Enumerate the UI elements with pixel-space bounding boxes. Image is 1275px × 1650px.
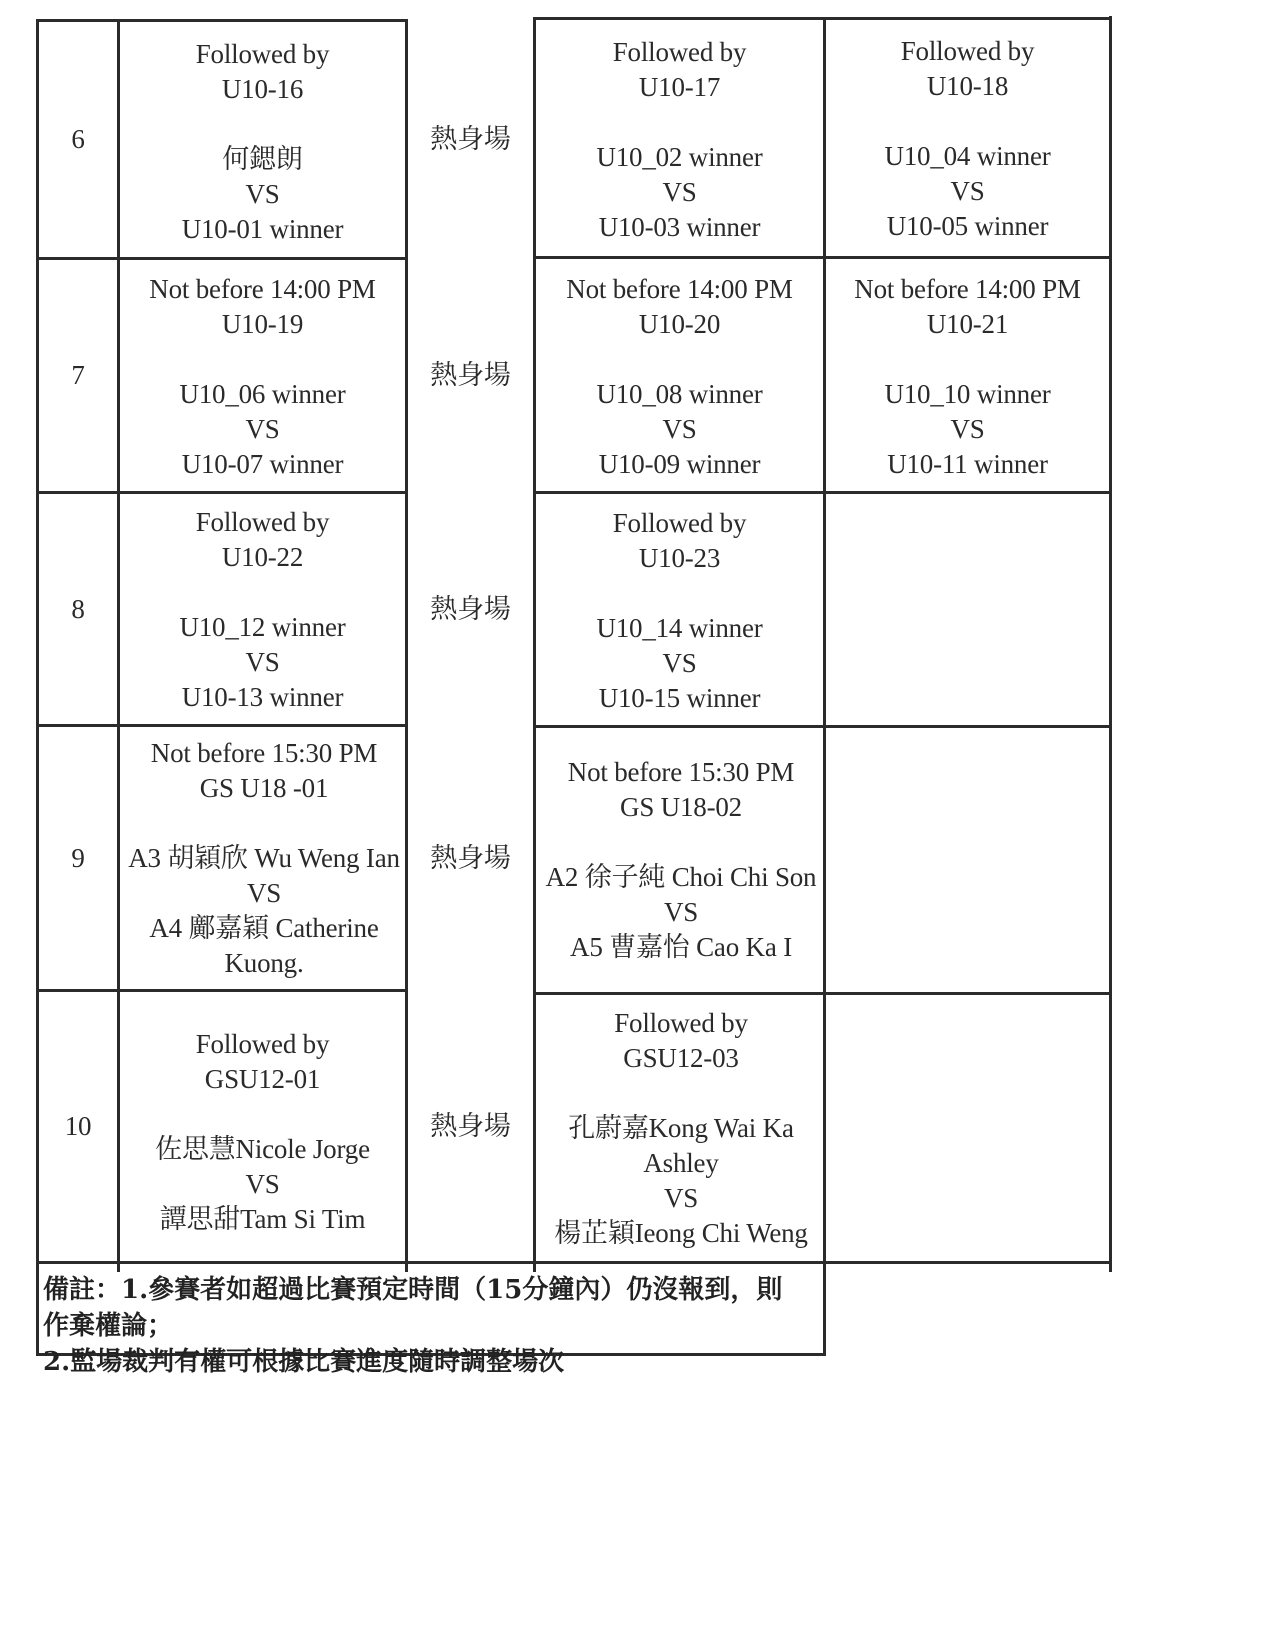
match-code: U10-20 [638,308,721,339]
court-number [39,727,117,989]
player-one: U10_04 winner [884,141,1051,171]
player-two-continued: Kuong. [224,947,304,978]
note-line-1: 備註：1.參賽者如超過比賽預定時間（15分鐘內）仍沒報到，則 [43,1275,783,1305]
match-timing: Not before 14:00 PM [149,273,376,304]
match-timing: Followed by [612,37,747,67]
court-number [39,992,117,1261]
match-timing: Followed by [612,507,747,538]
match-cell [120,262,405,491]
player-one: 孔蔚嘉Kong Wai Ka [568,1112,794,1143]
note-line-2: 作棄權論； [43,1311,174,1341]
empty-cell [826,728,1109,992]
player-two: A4 鄺嘉穎 Catherine [149,912,379,943]
warmup-text: 熱身場 [430,593,511,624]
player-two: U10-03 winner [598,212,761,242]
match-timing: Followed by [195,1028,330,1059]
border-right-outer [1109,16,1112,1272]
player-two: 譚思甜Tam Si Tim [159,1203,366,1234]
match-timing: Not before 15:30 PM [150,737,378,768]
warmup-text: 熱身場 [430,1111,511,1141]
versus: VS [245,1168,280,1199]
warmup-text: 熱身場 [430,360,511,390]
match-cell [120,1002,405,1261]
player-two: 楊芷穎Ieong Chi Weng [554,1217,808,1248]
match-code: U10-18 [926,71,1009,101]
versus: VS [662,177,697,207]
match-timing: Followed by [195,507,330,537]
match-code: U10-23 [638,542,721,573]
match-cell [536,728,826,992]
player-one-continued: Ashley [643,1147,719,1178]
player-one: A3 胡穎欣 Wu Weng Ian [128,842,400,873]
versus: VS [663,1182,699,1213]
court-number [39,494,117,724]
rule-table-bottom [36,1261,1112,1264]
versus: VS [246,877,282,908]
versus: VS [663,897,699,927]
match-code: GS U18-02 [620,792,742,822]
player-one: U10_06 winner [179,378,346,409]
match-code: U10-22 [221,542,304,572]
empty-cell [826,995,1109,1261]
match-cell [536,995,826,1261]
versus: VS [950,176,985,206]
rule-right-r6 [533,256,1112,259]
match-timing: Followed by [900,36,1035,66]
versus: VS [245,178,280,209]
player-two: U10-09 winner [598,448,761,479]
match-cell [536,496,823,725]
match-code: GSU12-03 [623,1042,739,1073]
match-cell [536,24,823,256]
match-code: GS U18 -01 [199,772,329,803]
match-cell [120,496,405,724]
player-one: U10_10 winner [884,378,1051,409]
warmup-label [408,260,533,491]
match-timing: Not before 14:00 PM [566,273,793,304]
player-one: U10_08 winner [596,378,763,409]
match-timing: Not before 14:00 PM [854,273,1081,304]
warmup-label [408,992,533,1261]
player-two: U10-01 winner [181,213,344,244]
match-cell [120,26,405,257]
player-one: U10_12 winner [179,612,346,642]
match-timing: Not before 15:30 PM [567,757,795,787]
versus: VS [662,413,697,444]
versus: VS [245,413,280,444]
versus: VS [662,647,697,678]
court-number [39,260,117,491]
warmup-label [408,494,533,724]
match-timing: Followed by [614,1007,748,1038]
court-number-text: 9 [71,842,85,873]
rule-right-top [533,17,1112,20]
warmup-label [408,727,533,989]
match-timing: Followed by [195,38,330,69]
player-two: U10-15 winner [598,682,761,713]
warmup-text: 熱身場 [430,124,511,154]
match-cell [120,727,408,989]
court-number-text: 6 [71,124,85,154]
player-two: U10-11 winner [887,448,1048,479]
match-code: U10-19 [221,308,304,339]
court-number-text: 8 [71,593,85,624]
player-two: U10-07 winner [181,448,344,479]
player-one: U10_14 winner [596,612,763,643]
notes-box [43,1272,863,1380]
versus: VS [950,413,985,444]
versus: VS [245,647,280,677]
court-number-text: 10 [64,1111,92,1141]
warmup-text: 熱身場 [430,842,511,873]
match-code: U10-16 [221,73,304,104]
court-number-text: 7 [71,360,85,390]
player-one: A2 徐子純 Choi Chi Son [545,862,817,892]
court-number [39,22,117,257]
player-one: 佐思慧Nicole Jorge [155,1133,370,1164]
player-one: 何鍶朗 [222,143,303,174]
warmup-label [408,22,533,257]
player-one: U10_02 winner [596,142,763,172]
match-cell [536,262,823,491]
match-code: GSU12-01 [204,1063,321,1094]
note-line-3: 2.監場裁判有權可根據比賽進度隨時調整場次 [43,1347,565,1377]
match-cell [826,22,1109,256]
match-code: U10-21 [926,308,1009,339]
match-cell [826,262,1109,491]
player-two: A5 曹嘉怡 Cao Ka I [570,932,792,962]
player-two: U10-13 winner [181,682,344,712]
player-two: U10-05 winner [886,211,1049,241]
empty-cell [826,494,1109,725]
match-code: U10-17 [638,72,721,102]
